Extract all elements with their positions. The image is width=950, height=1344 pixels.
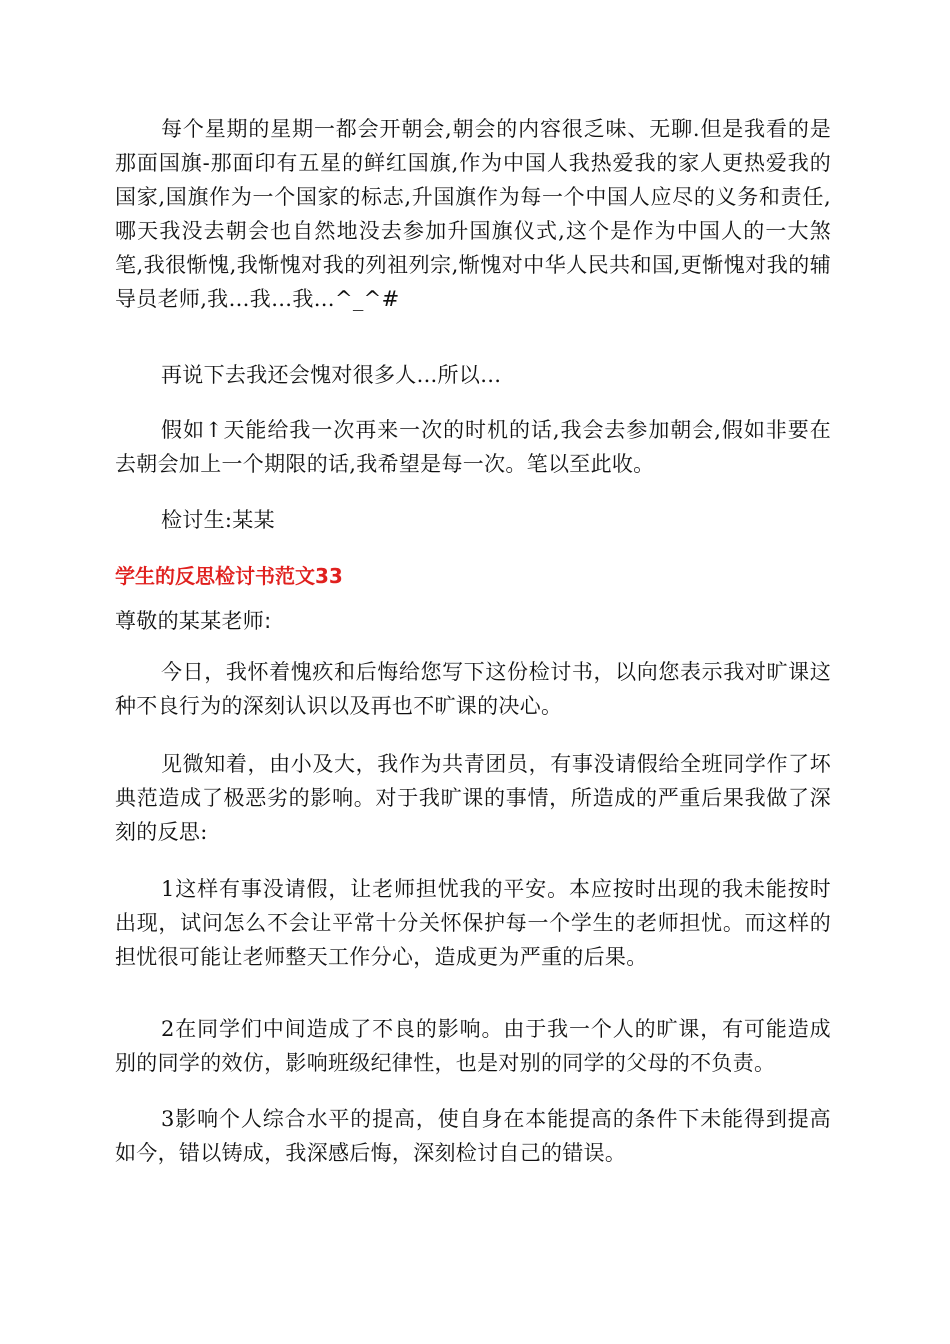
- body-paragraph: 再说下去我还会愧对很多人...所以…: [161, 363, 502, 387]
- section-heading: 学生的反思检讨书范文33: [115, 564, 343, 588]
- body-paragraph: 1这样有事没请假，让老师担忧我的平安。本应按时出现的我未能按时出现，试问怎么不会让平常十分关怀保护每一个学生的老师担忧。而这样的担忧很可能让老师整天工作分心，造成更为严重的后果。: [115, 877, 831, 969]
- body-paragraph: 每个星期的星期一都会开朝会,朝会的内容很乏味、无聊.但是我看的是那面国旗-那面印有五星的鲜红国旗,作为中国人我热爱我的家人更热爱我的国家,国旗作为一个国家的标志,升国旗作为每一个中国人应尽的义务和责任,哪天我没去朝会也自然地没去参加升国旗仪式,这个是作为中国人的一大煞笔,我很惭愧,我惭愧对我的列祖列宗,惭愧对中华人民共和国,更惭愧对我的辅导员老师,我…我…我…^_^#: [115, 117, 831, 311]
- body-paragraph: 见微知着，由小及大，我作为共青团员，有事没请假给全班同学作了坏典范造成了极恶劣的影响。对于我旷课的事情，所造成的严重后果我做了深刻的反思:: [115, 752, 831, 844]
- body-paragraph: 3影响个人综合水平的提高，使自身在本能提高的条件下未能得到提高如今，错以铸成，我深感后悔，深刻检讨自己的错误。: [115, 1107, 831, 1165]
- body-paragraph: 2在同学们中间造成了不良的影响。由于我一个人的旷课，有可能造成别的同学的效仿，影响班级纪律性，也是对别的同学的父母的不负责。: [115, 1017, 831, 1075]
- signature-line: 检讨生:某某: [161, 508, 275, 532]
- salutation: 尊敬的某某老师:: [115, 609, 272, 633]
- body-paragraph: 今日，我怀着愧疚和后悔给您写下这份检讨书，以向您表示我对旷课这种不良行为的深刻认识以及再也不旷课的决心。: [115, 660, 831, 718]
- body-paragraph: 假如↑天能给我一次再来一次的时机的话,我会去参加朝会,假如非要在去朝会加上一个期限的话,我希望是每一次。笔以至此收。: [115, 418, 831, 476]
